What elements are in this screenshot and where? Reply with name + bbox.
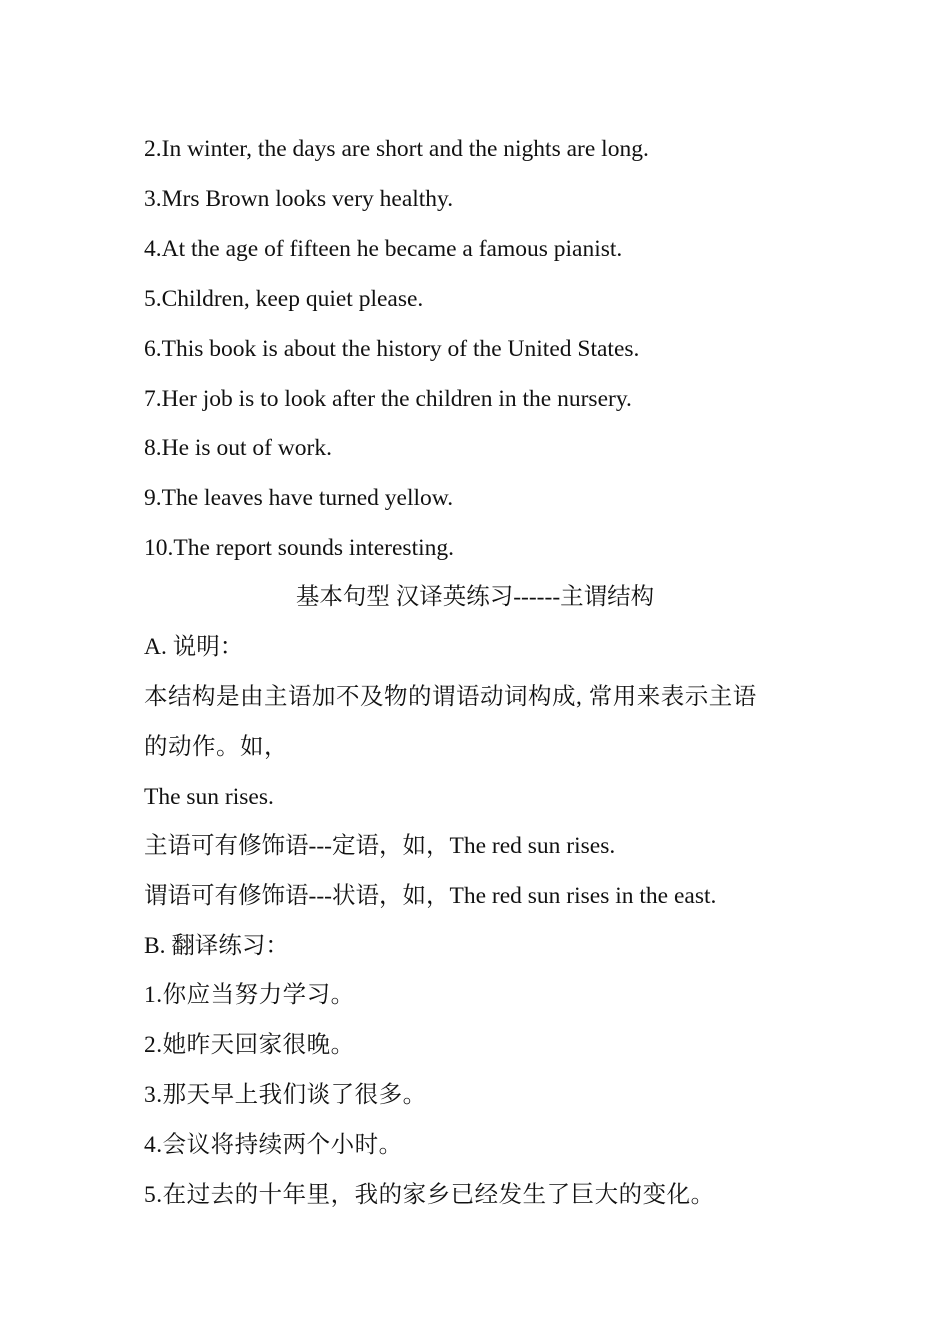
subject-modifier-note: 主语可有修饰语---定语，如，The red sun rises.	[144, 833, 616, 859]
example-sentence: The sun rises.	[144, 784, 274, 810]
predicate-modifier-note: 谓语可有修饰语---状语，如，The red sun rises in the east.	[144, 883, 717, 909]
sentence-5: 5.Children, keep quiet please.	[144, 286, 424, 312]
sentence-7: 7.Her job is to look after the children in the nursery.	[144, 386, 632, 412]
exercise-2: 2.她昨天回家很晚。	[144, 1032, 355, 1058]
sentence-9: 9.The leaves have turned yellow.	[144, 485, 454, 511]
exercise-3: 3.那天早上我们谈了很多。	[144, 1082, 427, 1108]
section-title: 基本句型 汉译英练习------主谓结构	[295, 584, 655, 610]
sentence-8: 8.He is out of work.	[144, 435, 332, 461]
explanation-line-1: 本结构是由主语加不及物的谓语动词构成, 常用来表示主语	[144, 684, 757, 710]
sentence-3: 3.Mrs Brown looks very healthy.	[144, 186, 454, 212]
exercise-1: 1.你应当努力学习。	[144, 982, 355, 1008]
sentence-4: 4.At the age of fifteen he became a famous pianist.	[144, 236, 623, 262]
explanation-line-2: 的动作。如，	[144, 734, 288, 760]
exercise-heading: B. 翻译练习：	[144, 933, 289, 959]
explanation-heading: A. 说明：	[144, 634, 244, 660]
sentence-6: 6.This book is about the history of the United States.	[144, 336, 640, 362]
sentence-10: 10.The report sounds interesting.	[144, 535, 455, 561]
exercise-4: 4.会议将持续两个小时。	[144, 1132, 403, 1158]
exercise-5: 5.在过去的十年里，我的家乡已经发生了巨大的变化。	[144, 1182, 715, 1208]
sentence-2: 2.In winter, the days are short and the nights are long.	[144, 136, 649, 162]
